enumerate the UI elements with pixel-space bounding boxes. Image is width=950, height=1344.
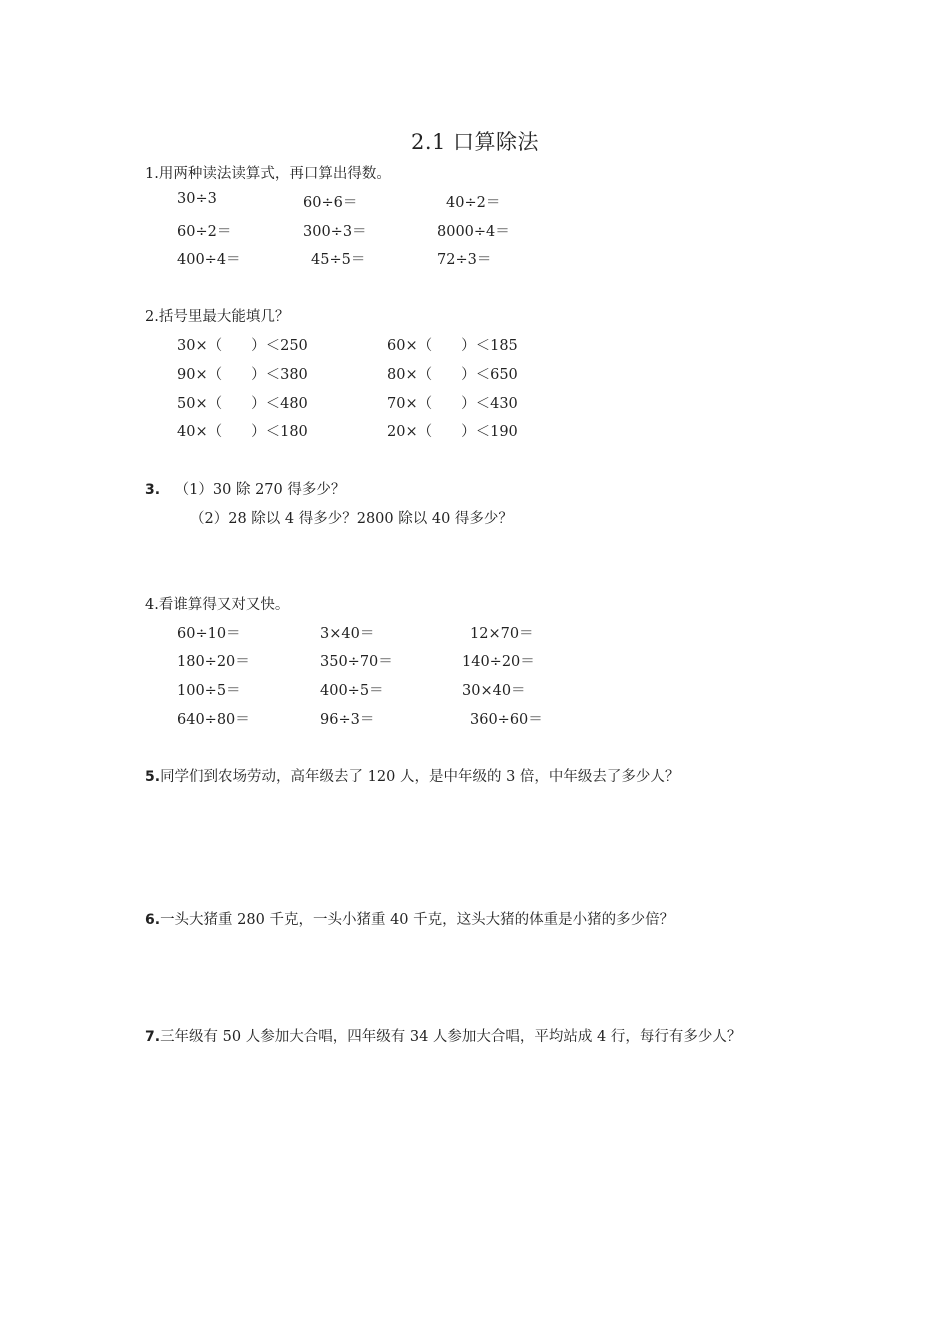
q1-expr: 30÷3 [177, 191, 217, 207]
question-number: 7. [145, 1029, 161, 1045]
q4-expr: 360÷60＝ [470, 712, 543, 728]
q2-inequality: 40×（ ）＜180 [177, 424, 308, 440]
question-1-prompt: 1.用两种读法读算式，再口算出得数。 [145, 166, 391, 182]
q4-expr: 140÷20＝ [462, 654, 535, 670]
q4-expr: 12×70＝ [470, 626, 534, 642]
q4-expr: 60÷10＝ [177, 626, 241, 642]
question-6 [145, 908, 674, 929]
question-6-text: 一头大猪重 280 千克，一头小猪重 40 千克，这头大猪的体重是小猪的多少倍？ [160, 912, 675, 928]
q1-expr: 40÷2＝ [446, 195, 501, 211]
q4-expr: 96÷3＝ [320, 712, 375, 728]
q2-inequality: 60×（ ）＜185 [387, 338, 518, 354]
q2-inequality: 70×（ ）＜430 [387, 396, 518, 412]
q4-expr: 3×40＝ [320, 626, 375, 642]
question-4-prompt: 4.看谁算得又对又快。 [145, 597, 290, 613]
q1-expr: 72÷3＝ [437, 252, 492, 268]
question-5 [145, 765, 679, 786]
question-7 [145, 1025, 741, 1046]
q1-expr: 400÷4＝ [177, 252, 241, 268]
question-number: 3. [145, 482, 161, 498]
q4-expr: 350÷70＝ [320, 654, 393, 670]
question-2-prompt: 2.括号里最大能填几？ [145, 309, 290, 325]
page-title: 2.1 口算除法 [410, 130, 540, 154]
q4-expr: 400÷5＝ [320, 683, 384, 699]
q4-expr: 30×40＝ [462, 683, 526, 699]
q4-expr: 640÷80＝ [177, 712, 250, 728]
q4-expr: 180÷20＝ [177, 654, 250, 670]
question-7-text: 三年级有 50 人参加大合唱，四年级有 34 人参加大合唱，平均站成 4 行，每行有多少人？ [160, 1029, 742, 1045]
question-5-text: 同学们到农场劳动，高年级去了 120 人，是中年级的 3 倍，中年级去了多少人？ [160, 769, 680, 785]
question-3 [145, 478, 345, 499]
q2-inequality: 20×（ ）＜190 [387, 424, 518, 440]
q4-expr: 100÷5＝ [177, 683, 241, 699]
q1-expr: 60÷6＝ [303, 195, 358, 211]
question-number: 5. [145, 769, 161, 785]
question-number: 6. [145, 912, 161, 928]
q1-expr: 8000÷4＝ [437, 224, 510, 240]
question-3-part-1: （1）30 除 270 得多少？ [174, 482, 346, 498]
q2-inequality: 30×（ ）＜250 [177, 338, 308, 354]
question-3-part-2: （2）28 除以 4 得多少？2800 除以 40 得多少？ [190, 511, 513, 527]
q2-inequality: 50×（ ）＜480 [177, 396, 308, 412]
q1-expr: 300÷3＝ [303, 224, 367, 240]
q2-inequality: 90×（ ）＜380 [177, 367, 308, 383]
q1-expr: 60÷2＝ [177, 224, 232, 240]
q1-expr: 45÷5＝ [311, 252, 366, 268]
q2-inequality: 80×（ ）＜650 [387, 367, 518, 383]
